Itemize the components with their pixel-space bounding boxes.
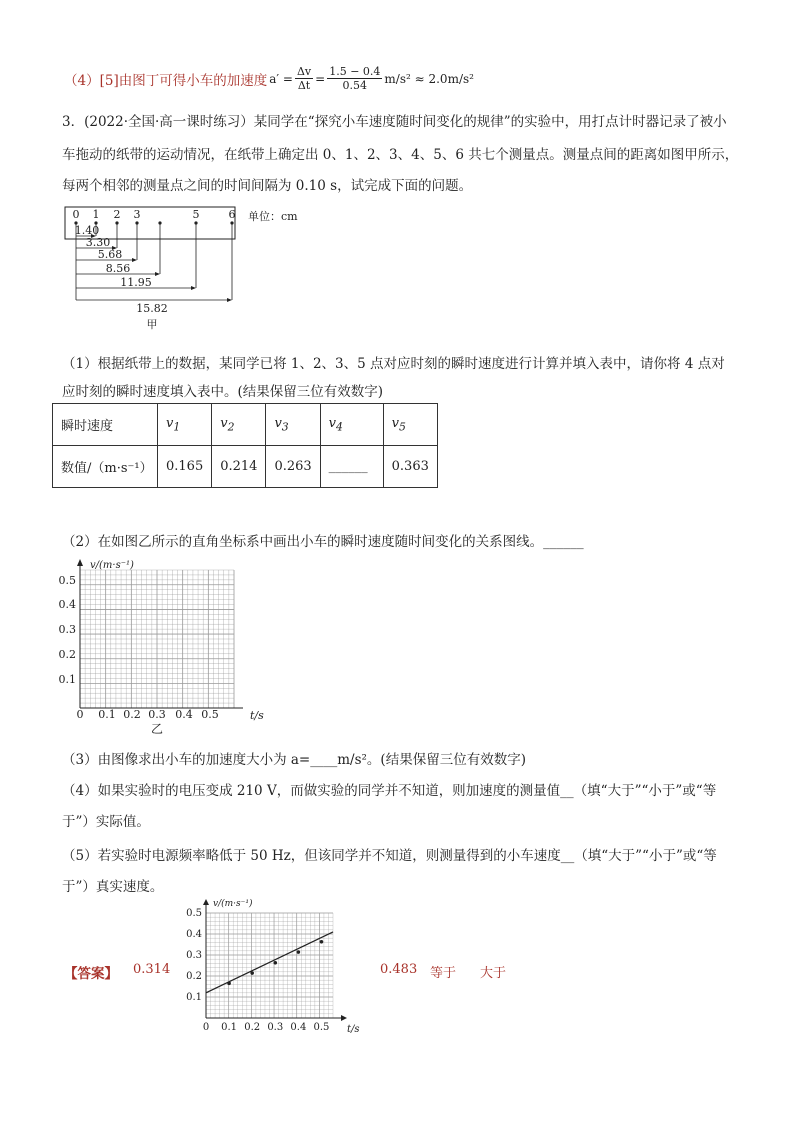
q1-line-2: 应时刻的瞬时速度填入表中。(结果保留三位有效数字) <box>62 384 384 400</box>
table-header-v3: $v_3$ <box>266 404 320 446</box>
tape-point-3: 3 <box>133 208 141 221</box>
answer-graph-xtick: 0.2 <box>244 1022 261 1033</box>
answer-acceleration: 0.483 <box>380 962 418 977</box>
answer-graph-xtick: 0 <box>202 1022 210 1033</box>
q4-line-1: （4）如果实验时的电压变成 210 V，而做实验的同学并不知道，则加速度的测量值__（填“大于”“小于”或“等 <box>62 783 717 799</box>
q4-line-2: 于”）实际值。 <box>62 814 150 830</box>
data-point <box>227 982 231 986</box>
figure-label-jia: 甲 <box>146 318 158 331</box>
q5-line-1: （5）若实验时电源频率略低于 50 Hz，但该同学并不知道，则测量得到的小车速度__（填“大于”“小于”或“等 <box>62 848 717 864</box>
answer-label: 【答案】 <box>64 966 118 982</box>
fraction-dv-dt: $\frac{\Delta v}{\Delta t}$ <box>296 65 312 92</box>
answer-graph-xtick: 0.3 <box>267 1022 284 1033</box>
distance-01: 1.40 <box>74 224 100 237</box>
q3-text: （3）由图像求出小车的加速度大小为 a=____m/s²。(结果保留三位有效数字) <box>62 752 526 768</box>
fraction-values: $\frac{1.5 - 0.4}{0.54}$ <box>329 65 381 92</box>
graph-b-xtick: 0.1 <box>98 708 116 721</box>
tape-point-5: 5 <box>192 208 200 221</box>
tape-point-0: 0 <box>72 208 80 221</box>
data-point <box>273 961 277 965</box>
graph-b-ytick: 0.3 <box>58 623 76 636</box>
table-row <box>53 446 438 488</box>
table-cell-v3: 0.263 <box>266 446 320 488</box>
distance-06: 15.82 <box>136 302 168 315</box>
answer-graph-ytick: 0.5 <box>186 908 202 919</box>
graph-b-ytick: 0.2 <box>58 648 76 661</box>
paper-tape-figure <box>60 200 320 340</box>
table-header-v5: $v_5$ <box>383 404 437 446</box>
graph-b-xtick: 0.4 <box>175 708 193 721</box>
graph-b-grid <box>80 570 234 708</box>
q5-line-2: 于”）真实速度。 <box>62 879 164 895</box>
graph-b-xtick: 0 <box>76 708 84 721</box>
tape-point-2: 2 <box>113 208 121 221</box>
q1-line-1: （1）根据纸带上的数据，某同学已将 1、2、3、5 点对应时刻的瞬时速度进行计算并填入表中，请你将 4 点对 <box>62 356 725 372</box>
part4-answer-line: （4）[5]由图丁可得小车的加速度 a′ = $\frac{\Delta v}{\Delta t}$ = $\frac{1.5 - 0.4}{0.54}$ m/s² ≈ 2.0m/s² <box>64 65 474 92</box>
graph-b-xtick: 0.3 <box>148 708 166 721</box>
answer-graph <box>183 895 363 1040</box>
graph-b-ylabel: v/(m·s⁻¹) <box>90 560 134 571</box>
answer-q4: 等于 <box>430 966 457 981</box>
answer-graph-ylabel: v/(m·s⁻¹) <box>213 899 253 909</box>
answer-graph-grid <box>206 913 333 1018</box>
velocity-table <box>52 403 438 488</box>
distance-02: 3.30 <box>85 236 111 249</box>
table-header-v2: $v_2$ <box>212 404 266 446</box>
table-cell-v4-blank[interactable]: ______ <box>320 446 383 488</box>
table-header-v1: $v_1$ <box>158 404 212 446</box>
graph-b-xlabel: t/s <box>250 709 264 722</box>
answer-q5: 大于 <box>480 966 507 981</box>
graph-b-ytick: 0.4 <box>58 598 76 611</box>
answer-v4: 0.314 <box>133 962 171 977</box>
part4-prefix: （4）[5]由图丁可得小车的加速度 <box>64 72 268 89</box>
answer-graph-ytick: 0.3 <box>186 950 202 961</box>
figure-label-yi: 乙 <box>150 722 164 736</box>
data-point <box>320 940 324 944</box>
table-header-label: 瞬时速度 <box>53 404 158 446</box>
table-cell-v1: 0.165 <box>158 446 212 488</box>
answer-graph-ytick: 0.2 <box>186 971 202 982</box>
question-line-3: 每两个相邻的测量点之间的时间间隔为 0.10 s，试完成下面的问题。 <box>62 178 473 194</box>
graph-b-ytick: 0.5 <box>58 574 76 587</box>
distance-04: 8.56 <box>105 262 131 275</box>
table-row <box>53 404 438 446</box>
tape-unit: 单位：cm <box>248 210 298 223</box>
tape-point-6: 6 <box>228 208 236 221</box>
question-line-1: 3．(2022·全国·高一课时练习）某同学在“探究小车速度随时间变化的规律”的实验中，用打点计时器记录了被小 <box>62 114 727 130</box>
table-cell-v5: 0.363 <box>383 446 437 488</box>
distance-03: 5.68 <box>97 248 123 261</box>
table-header-v4: $v_4$ <box>320 404 383 446</box>
graph-b <box>58 555 278 740</box>
graph-b-ytick: 0.1 <box>58 673 76 686</box>
graph-b-xtick: 0.2 <box>123 708 141 721</box>
q2-text: （2）在如图乙所示的直角坐标系中画出小车的瞬时速度随时间变化的关系图线。______ <box>62 534 584 550</box>
answer-graph-ytick: 0.4 <box>186 929 202 940</box>
answer-graph-xtick: 0.1 <box>221 1022 238 1033</box>
part4-var: a′ = <box>269 71 293 86</box>
answer-graph-xtick: 0.5 <box>313 1022 330 1033</box>
table-row-label: 数值/（m·s⁻¹） <box>53 446 158 488</box>
graph-b-xtick: 0.5 <box>201 708 219 721</box>
table-cell-v2: 0.214 <box>212 446 266 488</box>
answer-graph-ytick: 0.1 <box>186 992 202 1003</box>
answer-graph-xlabel: t/s <box>347 1024 360 1035</box>
data-point <box>250 971 254 975</box>
distance-05: 11.95 <box>120 276 152 289</box>
answer-graph-xtick: 0.4 <box>290 1022 307 1033</box>
question-line-2: 车拖动的纸带的运动情况，在纸带上确定出 0、1、2、3、4、5、6 共七个测量点。测量点间的距离如图甲所示， <box>62 147 739 163</box>
tape-point-1: 1 <box>92 208 100 221</box>
data-point <box>297 950 301 954</box>
part4-unit: m/s² ≈ 2.0m/s² <box>384 71 474 86</box>
